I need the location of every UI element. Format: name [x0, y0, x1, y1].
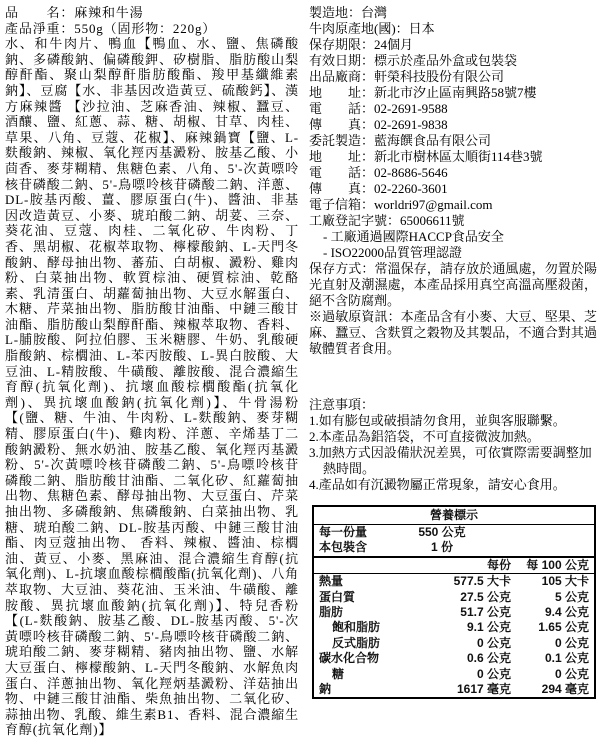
- servings-per-pack-row: [314, 540, 594, 557]
- certification-haccp: - 工廠通過國際HACCP食品安全: [323, 229, 504, 244]
- nutrition-row-calories: [314, 574, 594, 589]
- column-header-per-serving: 每份: [486, 557, 511, 572]
- allergen-paragraph: ※過敏原資訊：本產品含有小麥、大豆、堅果、芝麻、蠶豆、含麩質之穀物及其製品，不適合對其過敏體質者食用。: [309, 309, 597, 356]
- info-line-producer: 出品廠商：軒榮科技股份有限公司: [309, 69, 505, 84]
- nutrient-per-serving: 0.6 公克: [466, 651, 511, 666]
- nutrient-per-100g: 0 公克: [554, 666, 589, 681]
- nutrition-column-header-row: [314, 558, 594, 574]
- nutrient-per-serving: 577.5 大卡: [453, 574, 511, 589]
- info-line-producer-phone: 電 話：02-2691-9588: [309, 101, 448, 116]
- notice-item-1: 1.如有膨包或破損請勿食用，並與客服聯繫。: [309, 413, 566, 428]
- nutrient-per-100g: 5 公克: [554, 589, 589, 604]
- nutrient-per-100g: 0.1 公克: [544, 651, 589, 666]
- info-line-shelf-life: 保存期限：24個月: [309, 37, 414, 52]
- product-name-line: 品 名：麻辣和牛湯: [5, 5, 144, 20]
- nutrition-row-saturated-fat: [314, 620, 594, 635]
- info-line-producer-address: 地 址：新北市汐止區南興路58號7樓: [309, 85, 537, 100]
- info-column: [309, 5, 597, 699]
- ingredients-paragraph: 水、和牛肉片、鴨血【鴨血、水、鹽、焦磷酸鈉、多磷酸鈉、偏磷酸鉀、矽樹脂、脂肪酸山梨醇酐酯、聚山梨醇酐脂肪酸酯、羧甲基纖維素鈉】、豆腐【水、非基因改造黃豆、硫酸鈣】、漢方麻辣醬 【沙拉油、芝麻香油、辣椒、蠶豆、酒釀、鹽、紅蔥、蒜、糖、胡椒、甘草、肉桂、草果、八角、豆蔻、花椒】、麻辣鍋寶【鹽、L-麩酸鈉、辣椒、氧化羥丙基澱粉、胺基乙酸、小茴香、麥芽糊精、焦糖色素、八角、5'-次黃嘌呤核苷磷酸二鈉、5'-鳥嘌呤核苷磷酸二鈉、洋蔥、DL-胺基丙酸、薑、膠原蛋白(牛)、醬油、非基因改造黃豆、小麥、琥珀酸二鈉、胡荽、三奈、葵花油、豆蔻、肉桂、二氧化矽、牛肉粉、丁香、黑胡椒、花椒萃取物、檸檬酸鈉、L-天門冬酸鈉、酵母抽出物、蕃茄、白胡椒、澱粉、雞肉粉、白菜抽出物、軟質棕油、硬質棕油、乾酪素、乳清蛋白、胡蘿蔔抽出物、大豆水解蛋白、木糖、芹菜抽出物、脂肪酸甘油酯、中鏈三酸甘油酯、脂肪酸山梨醇酐酯、辣椒萃取物、香料、L-脯胺酸、阿拉伯膠、玉米糖膠、牛奶、乳酸硬脂酸鈉、棕櫚油、L-苯丙胺酸、L-異白胺酸、大豆油、L-精胺酸、牛磺酸、離胺酸、混合濃縮生育醇(抗氧化劑)、抗壞血酸棕櫚酸酯(抗氧化劑)、異抗壞血酸鈉(抗氧化劑)】、牛骨湯粉【(鹽、糖、牛油、牛肉粉、L-麩酸鈉、麥芽糊精、膠原蛋白(牛)、雞肉粉、洋蔥、辛烯基丁二酸鈉澱粉、無水奶油、胺基乙酸、氧化羥丙基澱粉、5'-次黃嘌呤核苷磷酸二鈉、5'-鳥嘌呤核苷磷酸二鈉、脂肪酸甘油酯、二氧化矽、紅蘿蔔抽出物、焦糖色素、酵母抽出物、大豆蛋白、芹菜抽出物、多磷酸鈉、焦磷酸鈉、白菜抽出物、乳糖、琥珀酸二鈉、DL-胺基丙酸、中鏈三酸甘油酯、肉豆蔻抽出物、 香料、辣椒、醬油、棕櫚油、黃豆、小麥、黑麻油、混合濃縮生育醇(抗氧化劑)、L-抗壞血酸棕櫚酸酯(抗氧化劑)、八角萃取物、大豆油、葵花油、玉米油、牛磺酸、離胺酸、異抗壞血酸鈉(抗氧化劑)】、特兒香粉【(L-麩酸鈉、胺基乙酸、DL-胺基丙酸、5'-次黃嘌呤核苷磷酸二鈉、5'-鳥嘌呤核苷磷酸二鈉、琥珀酸二鈉、麥芽糊精、豬肉抽出物、鹽、水解大豆蛋白、檸檬酸鈉、L-天門冬酸鈉、水解魚肉蛋白、洋蔥抽出物、氧化羥炳基澱粉、洋菇抽出物、中鏈三酸甘油酯、柴魚抽出物、二氧化矽、蒜抽出物、乳酸、維生素B1、香料、混合濃縮生育醇(抗氧化劑)】: [5, 36, 299, 738]
- column-header-per-100g: 每 100 公克: [526, 557, 589, 572]
- nutrient-per-serving: 1617 毫克: [456, 682, 511, 697]
- nutrition-row-fat: [314, 605, 594, 620]
- notice-title: 注意事項：: [309, 397, 375, 412]
- nutrition-table: [312, 505, 596, 699]
- nutrient-label: 糖: [332, 666, 345, 681]
- nutrition-row-carbohydrate: [314, 651, 594, 666]
- nutrient-label: 反式脂肪: [332, 635, 381, 650]
- info-line-manufacturer-address: 地 址：新北市樹林區太順街114巷3號: [309, 149, 543, 164]
- nutrition-row-sugar: [314, 667, 594, 682]
- info-line-manufacturer: 委託製造：藍海饌食品有限公司: [309, 133, 492, 148]
- info-line-origin: 製造地：台灣: [309, 5, 388, 20]
- nutrient-label: 碳水化合物: [319, 651, 380, 666]
- nutrient-per-100g: 1.65 公克: [538, 620, 589, 635]
- nutrient-label: 脂肪: [319, 605, 344, 620]
- info-line-manufacturer-phone: 電 話：02-8686-5646: [309, 165, 448, 180]
- nutrient-label: 飽和脂肪: [332, 620, 381, 635]
- nutrition-row-protein: [314, 590, 594, 605]
- nutrient-per-serving: 27.5 公克: [460, 589, 511, 604]
- servings-per-pack-label: 本包裝含: [319, 540, 368, 555]
- certification-iso22000: - ISO22000品質管理認證: [323, 245, 463, 260]
- notice-item-3: 3.加熱方式因設備狀況差異，可依實際需要調整加熱時間。: [309, 445, 592, 476]
- nutrient-per-serving: 0 公克: [476, 635, 511, 650]
- nutrition-row-sodium: [314, 682, 594, 697]
- info-line-manufacturer-fax: 傳 真：02-2260-3601: [309, 181, 448, 196]
- serving-size-value: 550 公克: [418, 525, 466, 539]
- info-line-factory-registration: 工廠登記字號：65006611號: [309, 213, 465, 228]
- nutrient-per-serving: 51.7 公克: [460, 605, 511, 620]
- nutrient-label: 熱量: [319, 574, 344, 589]
- notice-item-4: 4.產品如有沉澱物屬正常現象，請安心食用。: [309, 477, 566, 492]
- info-line-producer-fax: 傳 真：02-2691-9838: [309, 117, 448, 132]
- nutrient-per-100g: 294 毫克: [541, 682, 589, 697]
- servings-per-pack-value: 1 份: [430, 540, 453, 555]
- info-line-beef-origin: 牛肉原產地(國)：日本: [309, 21, 435, 36]
- nutrition-row-trans-fat: [314, 636, 594, 651]
- serving-size-label: 每一份量: [319, 525, 368, 539]
- nutrient-label: 蛋白質: [319, 589, 356, 604]
- net-weight-line: 產品淨重：550g（固形物：220g）: [5, 20, 217, 36]
- nutrient-label: 鈉: [319, 682, 332, 697]
- nutrient-per-serving: 9.1 公克: [466, 620, 511, 635]
- info-line-email: 電子信箱：worldri97@gmail.com: [309, 197, 493, 212]
- nutrition-title: 營養標示: [314, 507, 594, 525]
- nutrient-per-100g: 105 大卡: [541, 574, 589, 589]
- nutrient-per-serving: 0 公克: [476, 666, 511, 681]
- nutrient-per-100g: 0 公克: [554, 635, 589, 650]
- nutrient-per-100g: 9.4 公克: [544, 605, 589, 620]
- notice-item-2: 2.本產品為鋁箔袋，不可直接微波加熱。: [309, 429, 540, 444]
- info-line-expiry: 有效日期：標示於產品外盒或包裝袋: [309, 53, 518, 68]
- ingredient-column: [5, 5, 299, 738]
- serving-size-row: [314, 525, 594, 540]
- storage-paragraph: 保存方式：常溫保存，請存放於通風處，勿置於陽光直射及潮濕處，本產品採用真空高溫高壓殺菌，絕不含防腐劑。: [309, 261, 597, 308]
